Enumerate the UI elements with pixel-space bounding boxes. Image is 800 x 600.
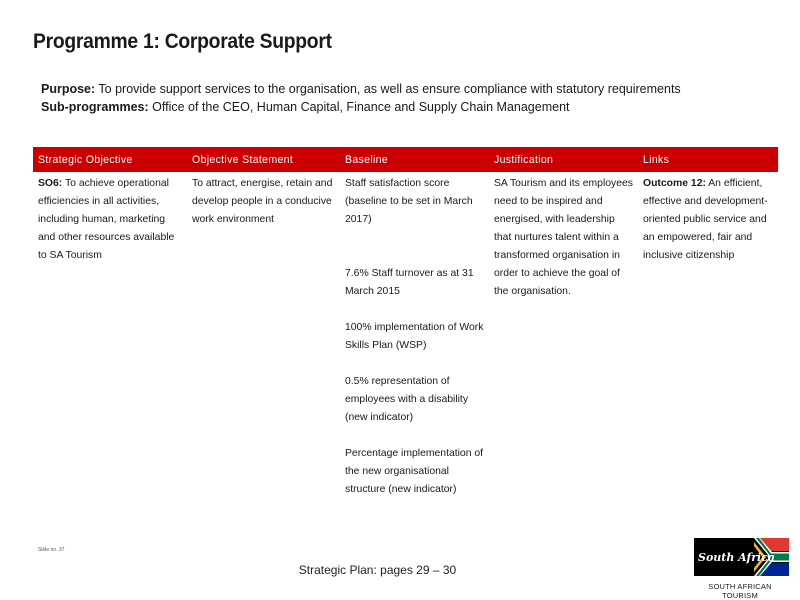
purpose-line [41,80,781,98]
programme-table [33,147,778,517]
objective-cell [33,175,187,517]
links-cell [638,175,778,517]
baseline-item: Percentage implementation of the new organisational structure (new indicator) [345,448,484,495]
baseline-cell [340,175,489,517]
objective-label: SO6: [38,178,63,189]
header-links: Links [643,153,670,166]
header-objective-statement: Objective Statement [192,153,294,166]
links-label: Outcome 12: [643,178,706,189]
header-strategic-objective: Strategic Objective [38,153,133,166]
statement-cell: To attract, energise, retain and develop people in a conducive work environment [192,178,333,225]
baseline-item: 7.6% Staff turnover as at 31 March 2015 [345,268,474,297]
baseline-item: 0.5% representation of employees with a disability (new indicator) [345,376,469,423]
slide-number: Slide no. 37 [38,547,65,553]
purpose-label: Purpose: [41,82,96,96]
subprogrammes-text: Office of the CEO, Human Capital, Finance and Supply Chain Management [148,100,570,114]
logo-script: South Africa [698,551,776,564]
justification-cell: SA Tourism and its employees need to be inspired and energised, with leadership that nurtures talent within a transformed organisation in order to achieve the goal of the organisation. [494,178,633,297]
purpose-text: To provide support services to the organisation, as well as ensure compliance with statutory requirements [95,82,681,96]
table-header [33,147,778,172]
subprogrammes-line [41,98,781,116]
header-baseline: Baseline [345,153,389,166]
baseline-item: Staff satisfaction score (baseline to be set in March 2017) [345,178,473,225]
links-text: An efficient, effective and development-oriented public service and an empowered, fair and inclusive citizenship [643,178,768,261]
footer-pages: Strategic Plan: pages 29 – 30 [298,563,457,577]
page-title: Programme 1: Corporate Support [33,30,332,53]
objective-text: To achieve operational efficiencies in all activities, including human, marketing and other resources available to SA Tourism [38,178,175,261]
table-row [33,172,778,517]
purpose-block [41,80,781,116]
baseline-item: 100% implementation of Work Skills Plan (WSP) [345,322,484,351]
logo-caption: SOUTH AFRICAN TOURISM [708,582,772,600]
header-justification: Justification [494,153,554,166]
subprogrammes-label: Sub-programmes: [41,100,149,114]
